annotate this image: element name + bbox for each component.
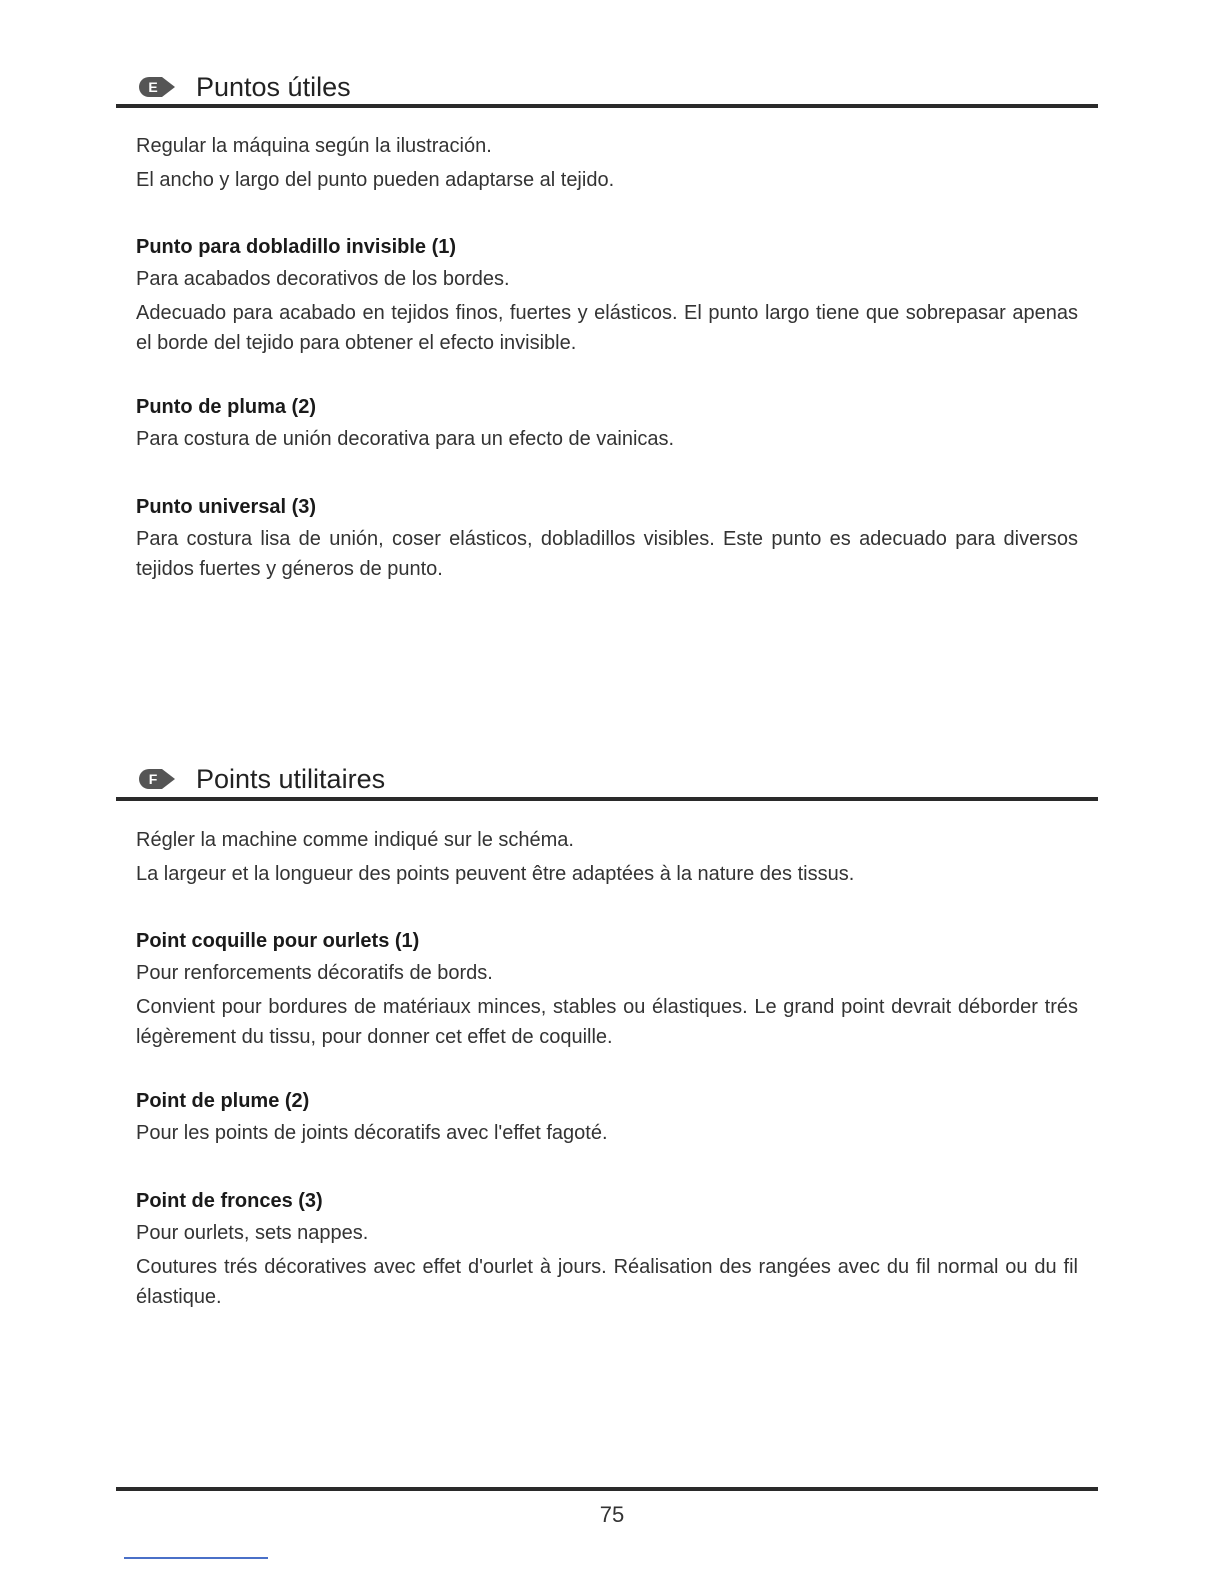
footer-rule — [116, 1487, 1098, 1491]
french-item-1 — [136, 926, 1078, 1052]
item-line: Pour les points de joints décoratifs avec l'effet fagoté. — [136, 1122, 608, 1144]
french-item-2 — [136, 1086, 1078, 1148]
intro-line: Regular la máquina según la ilustración. — [136, 135, 492, 157]
item-line: Adecuado para acabado en tejidos finos, fuertes y elásticos. El punto largo tiene que sobrepasar apenas el borde del tejido para obtener el efecto invisible. — [136, 302, 1078, 354]
section-spanish — [116, 70, 1098, 104]
item-line: Para costura lisa de unión, coser elásticos, dobladillos visibles. Este punto es adecuado para diversos tejidos fuertes y géneros de punto. — [136, 528, 1078, 580]
language-e-badge-icon — [138, 76, 176, 98]
french-item-3 — [136, 1186, 1078, 1312]
badge-letter: F — [148, 771, 158, 787]
section-header-french — [116, 762, 1098, 796]
item-heading: Point de plume (2) — [136, 1090, 310, 1112]
item-line: Para acabados decorativos de los bordes. — [136, 268, 510, 290]
badge-letter: E — [148, 79, 158, 95]
spanish-item-3 — [136, 492, 1078, 584]
item-line: Coutures trés décoratives avec effet d'ourlet à jours. Réalisation des rangées avec du fil normal ou du fil élastique. — [136, 1256, 1078, 1308]
item-heading: Punto para dobladillo invisible (1) — [136, 236, 457, 258]
language-f-badge-icon — [138, 768, 176, 790]
section-title: Puntos útiles — [196, 72, 351, 102]
intro-line: Régler la machine comme indiqué sur le schéma. — [136, 829, 574, 851]
intro-line: El ancho y largo del punto pueden adaptarse al tejido. — [136, 169, 615, 191]
item-heading: Point coquille pour ourlets (1) — [136, 930, 420, 952]
section-french — [116, 762, 1098, 796]
spanish-intro — [136, 131, 1096, 195]
french-intro — [136, 825, 1096, 889]
section-title: Points utilitaires — [196, 764, 386, 794]
item-heading: Punto de pluma (2) — [136, 396, 316, 418]
title-rule — [116, 797, 1098, 801]
item-heading: Punto universal (3) — [136, 496, 317, 518]
title-rule — [116, 104, 1098, 108]
intro-line: La largeur et la longueur des points peuvent être adaptées à la nature des tissus. — [136, 863, 855, 885]
spanish-item-1 — [136, 232, 1078, 358]
spanish-item-2 — [136, 392, 1078, 454]
item-line: Para costura de unión decorativa para un efecto de vainicas. — [136, 428, 675, 450]
item-line: Pour renforcements décoratifs de bords. — [136, 962, 493, 984]
item-line: Pour ourlets, sets nappes. — [136, 1222, 369, 1244]
item-line: Convient pour bordures de matériaux minces, stables ou élastiques. Le grand point devrait déborder trés légèrement du tissu, pour donner cet effet de coquille. — [136, 996, 1078, 1048]
corner-accent-line — [124, 1557, 268, 1559]
item-heading: Point de fronces (3) — [136, 1190, 323, 1212]
section-header-spanish — [116, 70, 1098, 104]
page-number: 75 — [599, 1502, 625, 1527]
